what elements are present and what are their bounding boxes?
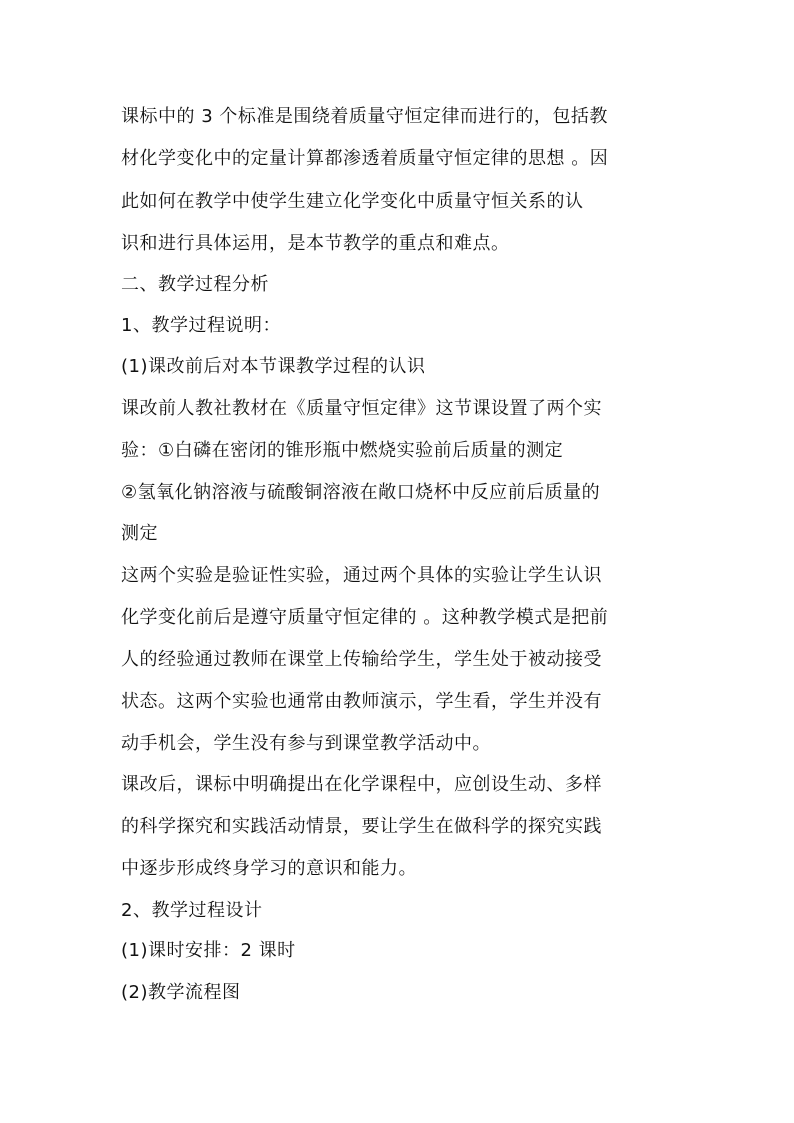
paragraph-line: 课标中的 3 个标准是围绕着质量守恒定律而进行的，包括教 [121,106,608,127]
paragraph-line: 人的经验通过教师在课堂上传输给学生，学生处于被动接受 [121,649,602,670]
paragraph-line: 课改前人教社教材在《质量守恒定律》这节课设置了两个实 [121,398,602,419]
paragraph-line: 识和进行具体运用，是本节教学的重点和难点。 [121,233,510,254]
item-heading: (1)课改前后对本节课教学过程的认识 [121,356,426,377]
paragraph-line: 状态。这两个实验也通常由教师演示，学生看，学生并没有 [121,691,602,712]
item-heading: (2)教学流程图 [121,982,241,1003]
paragraph-line: 动手机会，学生没有参与到课堂教学活动中。 [121,733,491,754]
paragraph-line: 中逐步形成终身学习的意识和能力。 [121,858,417,879]
paragraph-line: 此如何在教学中使学生建立化学变化中质量守恒关系的认 [121,191,584,212]
subsection-heading: 1、教学过程说明： [121,315,281,336]
section-heading: 二、教学过程分析 [121,274,269,295]
paragraph-line: 材化学变化中的定量计算都渗透着质量守恒定律的思想 。因 [121,148,609,169]
paragraph-line: 这两个实验是验证性实验，通过两个具体的实验让学生认识 [121,565,602,586]
paragraph-line: 化学变化前后是遵守质量守恒定律的 。这种教学模式是把前 [121,607,609,628]
paragraph-line: 测定 [121,523,158,544]
paragraph-line: ②氢氧化钠溶液与硫酸铜溶液在敞口烧杯中反应前后质量的 [121,482,601,503]
paragraph-line: 的科学探究和实践活动情景，要让学生在做科学的探究实践 [121,816,602,837]
subsection-heading: 2、教学过程设计 [121,900,263,921]
paragraph-line: 验：①白磷在密闭的锥形瓶中燃烧实验前后质量的测定 [121,440,564,461]
item-heading: (1)课时安排：2 课时 [121,940,296,961]
paragraph-line: 课改后，课标中明确提出在化学课程中，应创设生动、多样 [121,774,602,795]
